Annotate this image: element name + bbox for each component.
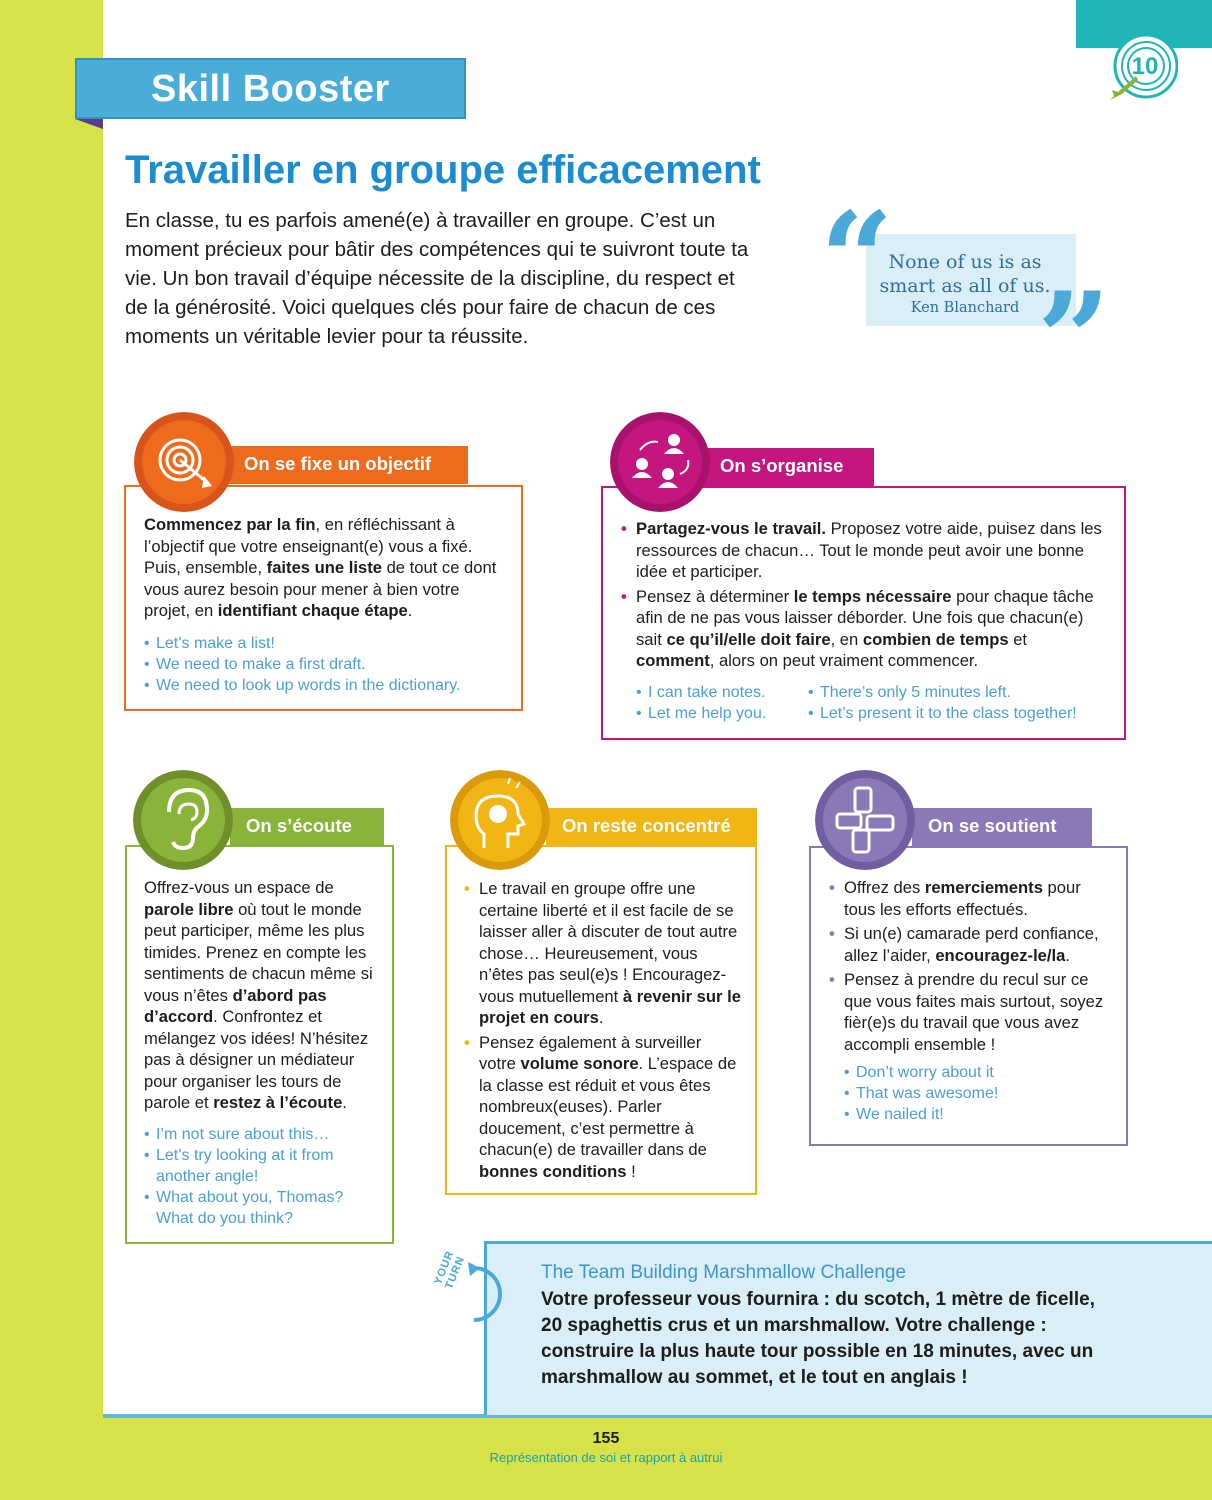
list-item: • We need to make a first draft. [144,654,504,675]
skill-booster-label: Skill Booster [151,68,390,110]
card-soutient-phrases [844,1062,1104,1125]
list-item: • Don’t worry about it [844,1062,1104,1083]
list-item: • I can take notes. [636,682,806,703]
list-item: • Offrez des remerciements pour tous les efforts effectués. [828,877,1112,920]
your-turn-badge: YOUR TURN [432,1248,468,1291]
card-concentre-text [463,878,741,1185]
card-organise-label: On s’organise [704,448,874,486]
target-icon [134,412,234,512]
chapter-number: 10 [1131,53,1159,80]
list-item: • Let’s try looking at it from another angle! [144,1145,376,1187]
hands-together-icon [815,770,915,870]
list-item: • What about you, Thomas? What do you think? [144,1187,376,1229]
intro-paragraph: En classe, tu es parfois amené(e) à travailler en groupe. C’est un moment précieux pour bâtir des compétences qui te suivront toute ta vie. Un bon travail d’équipe nécessite de la discipline, du respect et de la générosité. Voici quelques clés pour faire de chacun de ces moments un véritable levier pour ta réussite. [125,209,749,348]
list-item: • Let’s present it to the class together! [808,703,1108,724]
card-ecoute-label: On s’écoute [230,808,384,846]
list-item: • Le travail en groupe offre une certaine liberté et il est facile de se laisser aller à discuter de tout autre chose… Heureusement, vous n’êtes pas seul(e)s ! Encouragez-vous mutuellement à revenir sur le projet en cours. [463,878,741,1029]
list-item: • We nailed it! [844,1104,1104,1125]
footer-section: Représentation de soi et rapport à autrui [489,1450,723,1465]
list-item: • Let’s make a list! [144,633,504,654]
list-item: • There’s only 5 minutes left. [808,682,1108,703]
list-item: • Pensez également à surveiller votre volume sonore. L’espace de la classe est réduit et vous êtes nombreux(euses). Parler doucement, c’est permettre à chacun(e) de travailler dans de bonnes conditions ! [463,1032,741,1183]
open-quote-mark: “ [820,185,894,335]
card-organise-text [620,518,1110,675]
card-concentre-label: On reste concentré [546,808,757,846]
quote-text [866,250,1064,298]
banner-fold [75,119,103,129]
skill-booster-banner [75,58,466,119]
page-title: Travailler en groupe efficacement [125,148,761,192]
quote-line-2: smart as all of us. [879,275,1051,297]
card-objectif-phrases [144,633,504,696]
list-item: • Si un(e) camarade perd confiance, allez l’aider, encouragez-le/la. [828,923,1112,966]
head-brain-icon [450,770,550,870]
card-ecoute-phrases [144,1124,376,1229]
people-organize-icon [610,412,710,512]
list-item: • We need to look up words in the dictionary. [144,675,504,696]
card-soutient-text [828,877,1112,1058]
list-item: • I’m not sure about this… [144,1124,376,1145]
card-organise-phrases-left [636,682,806,724]
ear-icon [133,770,233,870]
your-turn-title: The Team Building Marshmallow Challenge [541,1262,907,1283]
close-quote-mark: ” [1037,265,1111,415]
quote-author: Ken Blanchard [910,300,1020,316]
list-item: • Pensez à prendre du recul sur ce que vous faites mais surtout, soyez fièr(e)s du travail que vous avez accompli ensemble ! [828,969,1112,1055]
card-objectif-label: On se fixe un objectif [228,446,468,484]
list-item: • That was awesome! [844,1083,1104,1104]
card-soutient-label: On se soutient [912,808,1092,846]
list-item: • Pensez à déterminer le temps nécessaire pour chaque tâche afin de ne pas vous laisser déborder. Une fois que chacun(e) sait ce qu’il/elle doit faire, en combien de temps et comment, alors on peut vraiment commencer. [620,586,1110,672]
page-number: 155 [592,1430,620,1447]
card-organise-phrases-right [808,682,1108,724]
card-objectif-text: Commencez par la fin, en réfléchissant à l’objectif que votre enseignant(e) vous a fixé. Puis, ensemble, faites une liste de tout ce dont vous aurez besoin pour mener à bien votre projet, en identifiant chaque étape. [144,515,497,620]
quote-line-1: None of us is as [888,251,1042,273]
your-turn-body: Votre professeur vous fournira : du scotch, 1 mètre de ficelle, 20 spaghettis crus et un marshmallow. Votre challenge : construire la plus haute tour possible en 18 minutes, avec un marshmallow au sommet, et le tout en anglais ! [541,1289,1095,1388]
list-item: • Let me help you. [636,703,806,724]
list-item: • Partagez-vous le travail. Proposez votre aide, puisez dans les ressources de chacun… Tout le monde peut avoir une bonne idée et participer. [620,518,1110,583]
card-ecoute-text: Offrez-vous un espace de parole libre où tout le monde peut participer, même les plus timides. Prenez en compte les sentiments de chacun même si vous n’êtes d’abord pas d’accord. Confrontez et mélangez vos idées! N’hésitez pas à désigner un médiateur pour organiser les tours de parole et restez à l’écoute. [144,878,373,1112]
